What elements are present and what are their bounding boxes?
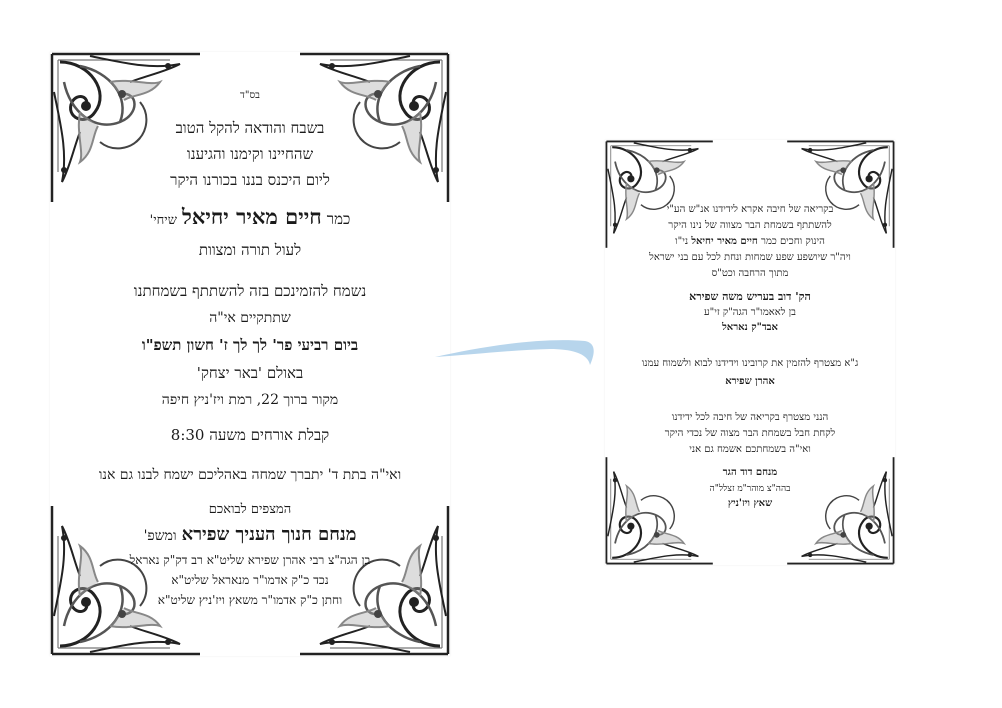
hosts-name: מנחם חנוך העניך שפירא — [181, 524, 357, 545]
hosts-name-line — [50, 521, 450, 550]
bsd-mark: בס"ד — [240, 90, 260, 101]
second-para3-line3: ואי"ה בשמחתכם אשמח גם אני — [689, 444, 811, 455]
boy-name-line — [50, 201, 450, 237]
second-para1-line1: בקריאה של חיבה אקרא לידידנו אנ"ש הע"י — [666, 204, 834, 215]
praise-line-1: בשבח והודאה להקל הטוב — [175, 119, 325, 137]
signature2-name: אהרן שפירא — [725, 376, 775, 387]
second-para1-line2: להשתתף בשמחת הבר מצווה של נינו היקר — [668, 220, 832, 231]
boy-name: חיים מאיר יחיאל — [182, 204, 322, 229]
event-address: מקור ברוך 22, רמת ויז'ניץ חיפה — [161, 392, 339, 408]
second-para1-line3 — [605, 234, 895, 250]
signature3-name: מנחם דוד הגר — [722, 467, 778, 478]
decorative-swoosh — [430, 325, 600, 375]
hosts-label: המצפים לבואכם — [208, 502, 292, 517]
second-para3-line1: הנני מצטרף בקריאה של חיבה לכל ידידנו — [671, 412, 829, 423]
event-date: ביום רביעי פר' לך לך ז' חשון תשפ"ו — [141, 336, 359, 354]
second-para3-line2: לקחת חבל בשמחת הבר מצוה של נכדי היקר — [664, 428, 836, 439]
lineage-line-1: בן הגה"צ רבי אהרן שפירא שליט"א רב דק"ק נאראל — [129, 553, 371, 567]
second-boy-name: חיים מאיר יחיאל — [691, 236, 758, 247]
boy-name-prefix: כמר — [326, 210, 351, 228]
second-para2: ג"א מצטרף להזמין את קרובינו וידידנו לבוא ולשמוח עמנו — [641, 358, 859, 369]
lineage-line-2: נכד כ"ק אדמו"ר מנאראל שליט"א — [171, 573, 329, 587]
event-hall: באולם 'באר יצחק' — [196, 364, 304, 382]
praise-line-3: ליום היכנס בננו בכורנו היקר — [170, 171, 330, 189]
second-para1-line3-suffix: ני"ו — [675, 236, 689, 247]
signature3-title: שאץ ויז'ניץ — [727, 498, 773, 509]
lineage-line-3: וחתן כ"ק אדמו"ר משאץ ויז'ניץ שליט"א — [157, 593, 343, 607]
second-para1-line4: ויה"ר שיושפע שפע שמחות ונחת לכל עם בני ישראל — [649, 252, 851, 263]
main-invitation-card — [50, 52, 450, 656]
signature3-sub: בהה"צ מוהר"מ זצלל"ה — [709, 484, 791, 494]
second-para1-line5: מתוך הרחבה וכט"ס — [711, 268, 789, 279]
secondary-invitation-card — [605, 140, 895, 565]
signature1-name: הק' דוב בעריש משה שפירא — [689, 290, 811, 303]
praise-line-2: שהחיינו וקימנו והגיענו — [186, 145, 314, 163]
reception-time: קבלת אורחים משעה 8:30 — [170, 426, 330, 444]
invite-line-1: נשמח להזמינכם בזה להשתתף בשמחתנו — [133, 282, 367, 300]
invite-line-2: שתתקיים אי"ה — [209, 310, 291, 326]
hosts-suffix: ומשפ' — [143, 528, 177, 544]
signature1-title: אבד"ק נאראל — [722, 322, 778, 333]
boy-name-suffix: שיחי' — [149, 213, 177, 228]
second-para1-line3-prefix: הינוק וחכים כמר — [761, 236, 825, 247]
signature1-sub: בן לאאמו"ר הגה"ק זי"ע — [703, 307, 796, 318]
torah-line: לעול תורה ומצוות — [198, 241, 302, 259]
blessing-line: ואי"ה בתת ד' יתברך שמחה באהליכם ישמח לבנו גם אנו — [98, 467, 402, 483]
